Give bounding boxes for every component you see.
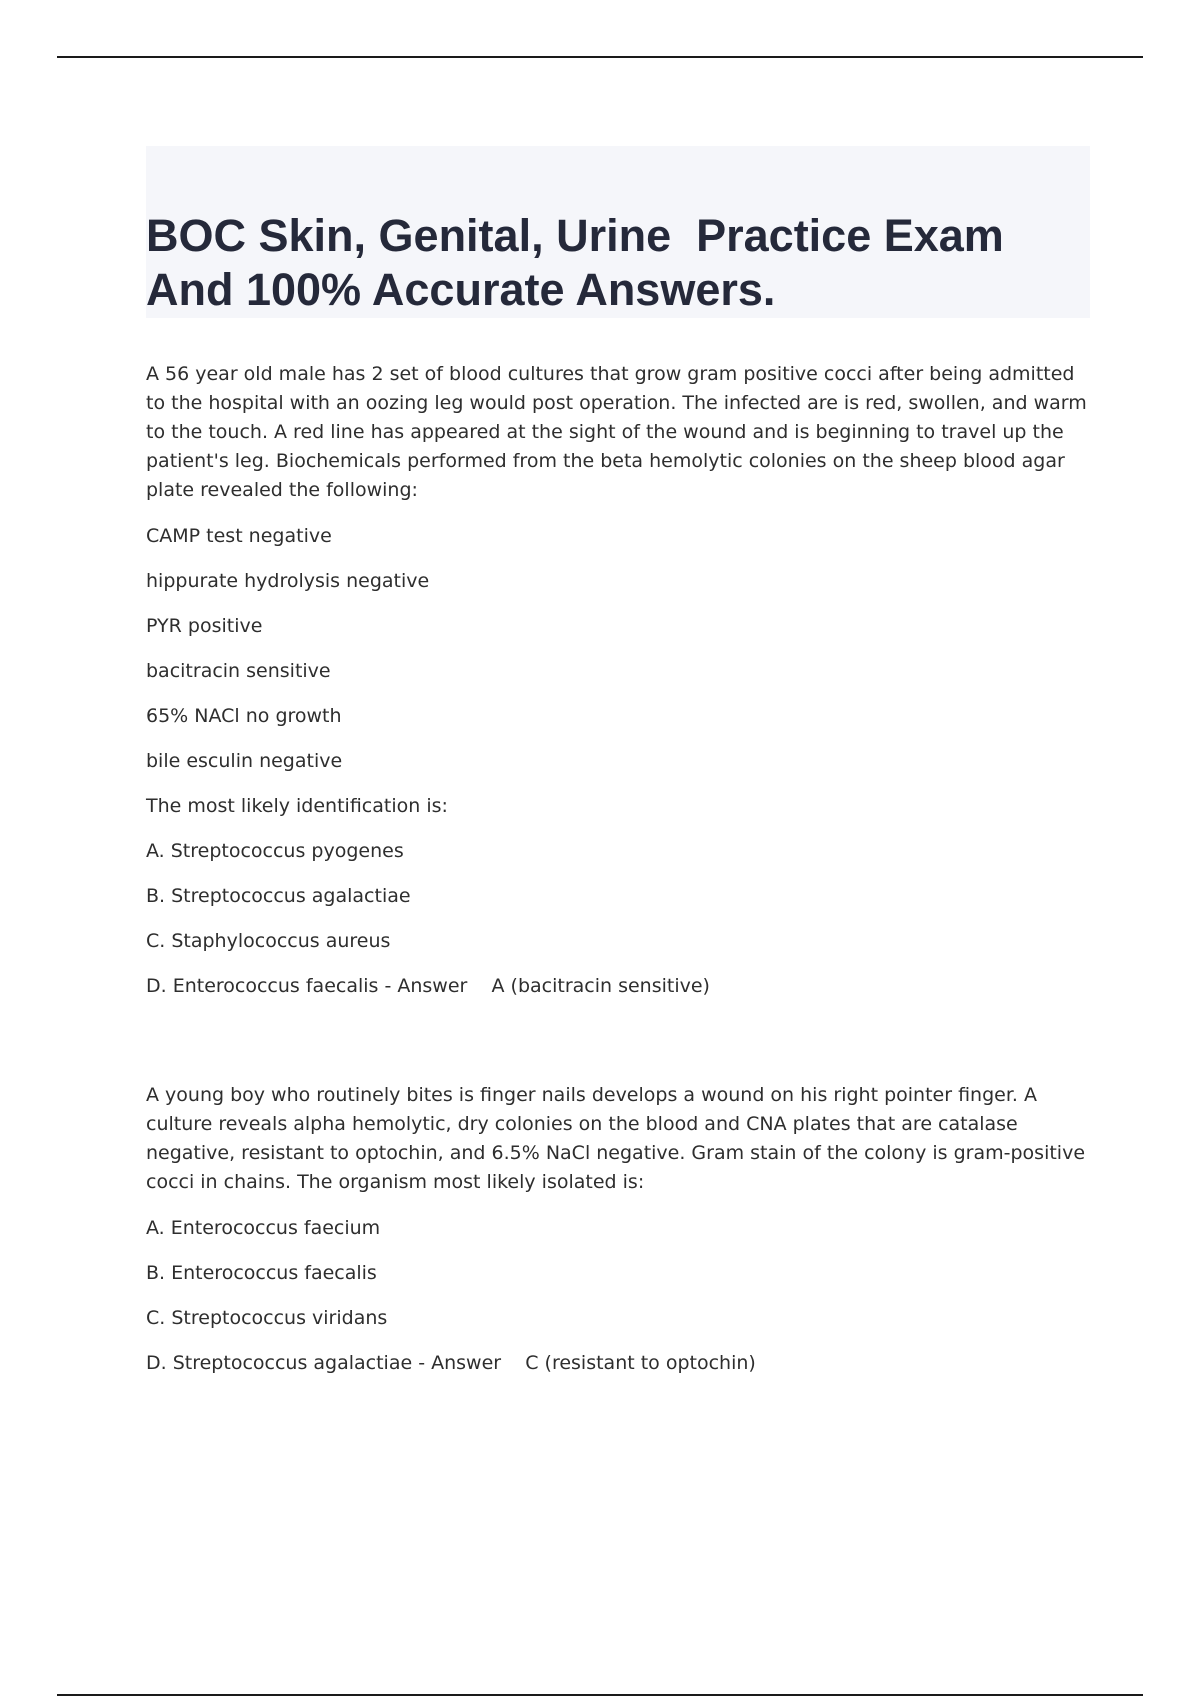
title-banner bbox=[146, 146, 1090, 318]
question-2-option-b: B. Enterococcus faecalis bbox=[146, 1262, 377, 1284]
finding-hippurate: hippurate hydrolysis negative bbox=[146, 570, 430, 592]
question-2-option-a: A. Enterococcus faecium bbox=[146, 1217, 381, 1239]
question-1-option-a: A. Streptococcus pyogenes bbox=[146, 840, 404, 862]
question-2-option-c: C. Streptococcus viridans bbox=[146, 1307, 388, 1329]
finding-pyr: PYR positive bbox=[146, 615, 263, 637]
document-title: BOC Skin, Genital, Urine Practice Exam And 100% Accurate Answers. bbox=[146, 210, 1015, 315]
finding-nacl: 65% NACl no growth bbox=[146, 705, 342, 727]
finding-bacitracin: bacitracin sensitive bbox=[146, 660, 331, 682]
document-body bbox=[146, 360, 1090, 1394]
bottom-rule bbox=[57, 1694, 1143, 1696]
question-1 bbox=[146, 360, 1090, 1017]
question-2-stem: A young boy who routinely bites is finger nails develops a wound on his right pointer finger. A culture reveals alpha hemolytic, dry colonies on the blood and CNA plates that are catalase negative, resistant to optochin, and 6.5% NaCl negative. Gram stain of the colony is gram-positive cocci in chains. The organism most likely isolated is: bbox=[146, 1084, 1086, 1193]
question-2-option-d-answer: D. Streptococcus agalactiae - Answer C (resistant to optochin) bbox=[146, 1352, 756, 1374]
question-1-prompt: The most likely identification is: bbox=[146, 795, 448, 817]
question-1-stem: A 56 year old male has 2 set of blood cultures that grow gram positive cocci after being admitted to the hospital with an oozing leg would post operation. The infected are is red, swollen, and warm to the touch. A red line has appeared at the sight of the wound and is beginning to travel up the patient's leg. Biochemicals performed from the beta hemolytic colonies on the sheep blood agar plate revealed the following: bbox=[146, 363, 1087, 501]
question-1-option-b: B. Streptococcus agalactiae bbox=[146, 885, 411, 907]
top-rule bbox=[57, 56, 1143, 58]
finding-bile-esculin: bile esculin negative bbox=[146, 750, 343, 772]
finding-camp: CAMP test negative bbox=[146, 525, 332, 547]
question-2 bbox=[146, 1081, 1090, 1394]
question-1-option-c: C. Staphylococcus aureus bbox=[146, 930, 391, 952]
question-1-option-d-answer: D. Enterococcus faecalis - Answer A (bacitracin sensitive) bbox=[146, 975, 710, 997]
